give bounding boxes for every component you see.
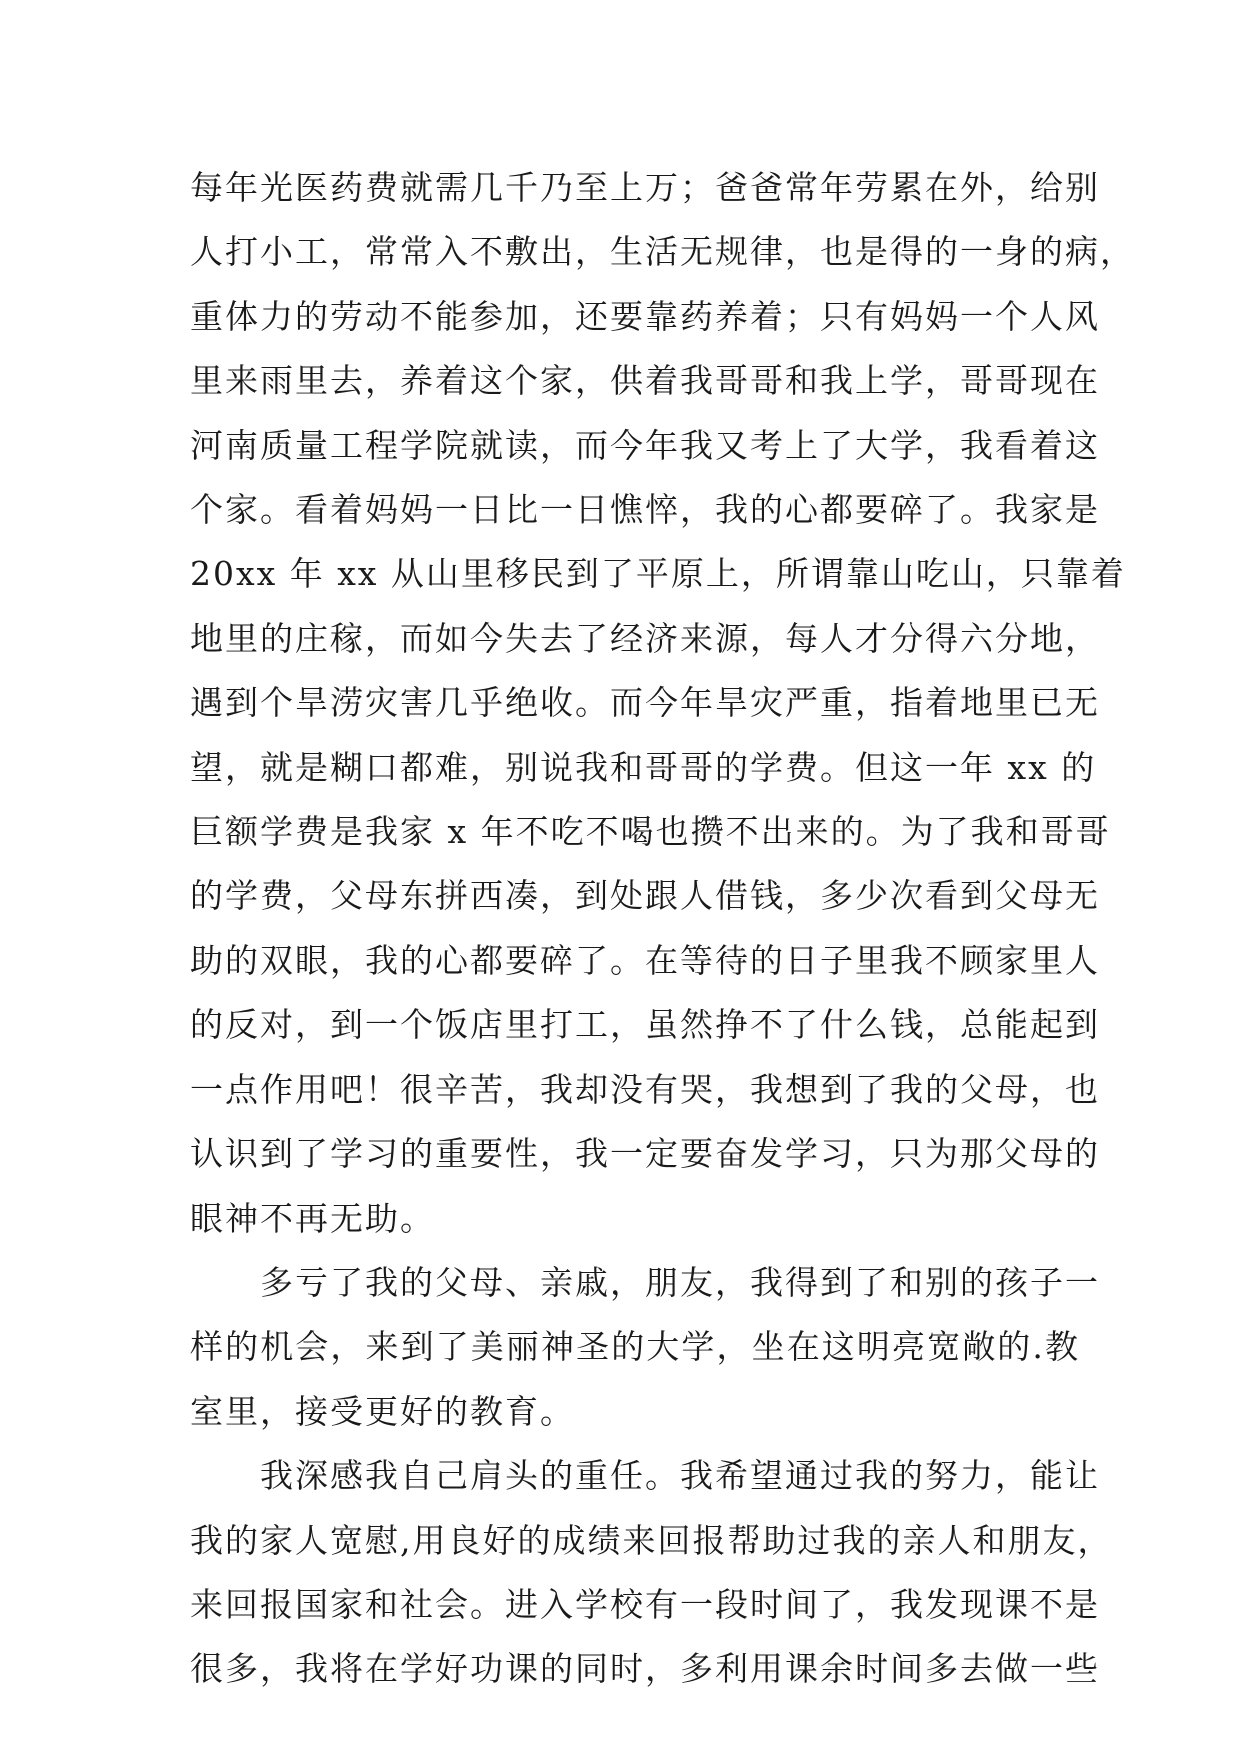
text-line: 很多，我将在学好功课的同时，多利用课余时间多去做一些 — [190, 1649, 1100, 1689]
text-line: 遇到个旱涝灾害几乎绝收。而今年旱灾严重，指着地里已无 — [190, 683, 1100, 723]
text-line: 河南质量工程学院就读，而今年我又考上了大学，我看着这 — [190, 425, 1100, 465]
text-line: 的反对，到一个饭店里打工，虽然挣不了什么钱，总能起到 — [190, 1005, 1100, 1045]
text-line: 里来雨里去，养着这个家，供着我哥哥和我上学，哥哥现在 — [190, 361, 1100, 401]
text-line: 我的家人宽慰,用良好的成绩来回报帮助过我的亲人和朋友， — [190, 1520, 1113, 1560]
text-line: 重体力的劳动不能参加，还要靠药养着；只有妈妈一个人风 — [190, 296, 1100, 336]
text-line: 来回报国家和社会。进入学校有一段时间了，我发现课不是 — [190, 1584, 1100, 1624]
paragraph-2 — [190, 1251, 1100, 1444]
text-line: 每年光医药费就需几千乃至上万；爸爸常年劳累在外，给别 — [190, 168, 1100, 207]
document-body — [190, 156, 1135, 1702]
text-line: 地里的庄稼，而如今失去了经济来源，每人才分得六分地， — [190, 618, 1100, 658]
text-line: 一点作用吧！很辛苦，我却没有哭，我想到了我的父母，也 — [190, 1069, 1100, 1109]
text-line: 认识到了学习的重要性，我一定要奋发学习，只为那父母的 — [190, 1134, 1100, 1174]
text-line: 人打小工，常常入不敷出，生活无规律，也是得的一身的病， — [190, 232, 1135, 272]
text-line: 巨额学费是我家 x 年不吃不喝也攒不出来的。为了我和哥哥 — [190, 812, 1111, 852]
text-line: 我深感我自己肩头的重任。我希望通过我的努力，能让 — [260, 1456, 1100, 1496]
text-line: 望，就是糊口都难，别说我和哥哥的学费。但这一年 xx 的 — [190, 747, 1097, 787]
text-line: 多亏了我的父母、亲戚，朋友，我得到了和别的孩子一 — [260, 1262, 1100, 1302]
text-line: 20xx 年 xx 从山里移民到了平原上，所谓靠山吃山，只靠着 — [190, 554, 1126, 594]
text-line: 样的机会，来到了美丽神圣的大学，坐在这明亮宽敞的.教 — [190, 1327, 1080, 1367]
text-line: 的学费，父母东拼西凑，到处跟人借钱，多少次看到父母无 — [190, 876, 1100, 916]
text-line: 个家。看着妈妈一日比一日憔悴，我的心都要碎了。我家是 — [190, 490, 1100, 530]
text-line: 眼神不再无助。 — [190, 1198, 435, 1238]
text-line: 助的双眼，我的心都要碎了。在等待的日子里我不顾家里人 — [190, 940, 1100, 980]
paragraph-3 — [190, 1444, 1113, 1702]
text-line: 室里，接受更好的教育。 — [190, 1391, 575, 1431]
paragraph-1 — [190, 156, 1135, 1251]
